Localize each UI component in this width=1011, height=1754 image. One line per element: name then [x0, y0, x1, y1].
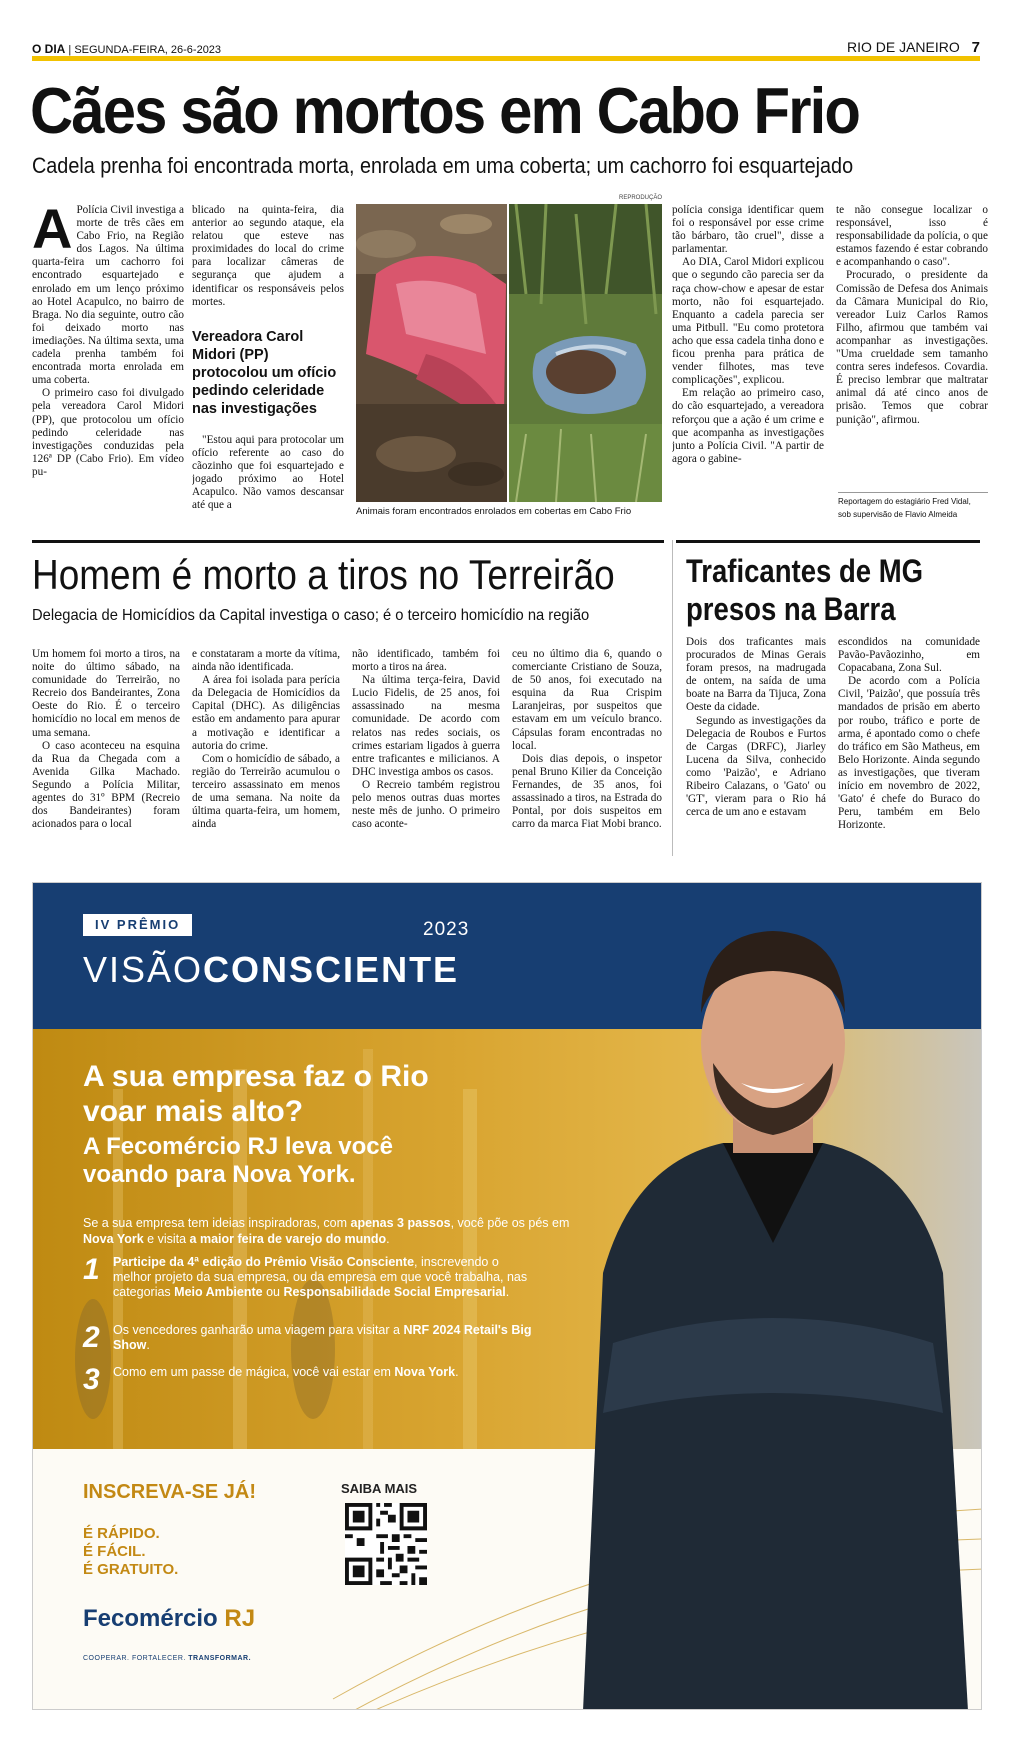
story3-headline: Traficantes de MG presos na Barra — [686, 553, 924, 627]
ad-step-2: 2 Os vencedores ganharão uma viagem para visitar a NRF 2024 Retail's Big Show. — [83, 1321, 532, 1354]
main-column-2-top: blicado na quinta-feira, dia anterior ao segundo ataque, ela relatou que esteve nas proximidades do local do crime para localizar câmeras de segurança que ajudem a identificar os responsáveis pelos mortes. — [192, 204, 344, 308]
story2-column-4: ceu no último dia 6, quando o comerciante Cristiano de Souza, de 50 anos, foi executado na esquina da Rua Crispim Laranjeiras, por suspeitos que estavam em um veículo branco. Cápsulas foram encontradas no local. Dois dias depois, o inspetor penal Bruno Kilier da Conceição Fernandes, de 35 anos, foi assassinado a tiros, na Estrada do Pontal, por dois suspeitos em carro da marca Fiat Mobi branco. — [512, 648, 662, 831]
ad-question: A sua empresa faz o Rio voar mais alto? — [83, 1060, 429, 1128]
main-column-3: polícia consiga identificar quem foi o responsável por esse crime tão bárbaro, tão cruel", disse a parlamentar. Ao DIA, Carol Midori explicou que o segundo cão parecia ser da raça chow-chow e apesar de estar morto, não foi esquartejado. Enquanto a cadela parecia ser uma Pitbull. "Eu como protetora acho que essa cadela tinha dono e ficou prenha para prática de vender filhotes, mas teve complicações", explicou. Em relação ao primeiro caso, do cão esquartejado, a vereadora reforçou que a ação é um crime e que acompanha as investigações junto a Polícia Civil. "A partir de agora o gabine- — [672, 204, 824, 465]
photo-credit: REPRODUÇÃO — [618, 195, 662, 201]
drop-cap: A — [32, 204, 73, 260]
ad-saiba-mais: SAIBA MAIS — [341, 1481, 418, 1496]
ad-offer: A Fecomércio RJ leva você voando para Nova York. — [83, 1133, 393, 1188]
fecomercio-logo: Fecomércio RJ — [83, 1605, 256, 1632]
main-column-4: te não consegue localizar o responsável, isso é responsabilidade da polícia, o que estamos fazendo é estar cobrando e acompanhando o caso". Procurado, o presidente da Comissão de Defesa dos Animais da Câmara Municipal do Rio, vereador Luiz Carlos Ramos Filho, afirmou que também vai acompanhar as investigações. "Uma crueldade sem tamanho contra seres indefesos. Covardia. É preciso lembrar que maltratar animal dá até cinco anos de prisão. Temos que cobrar punição", afirmou. — [836, 204, 988, 426]
page-header — [32, 34, 980, 56]
main-column-1: A Polícia Civil investiga a morte de três cães em Cabo Frio, na Região dos Lagos. Na última quarta-feira um cachorro foi encontrado esquartejado e enrolado em um lenço próximo ao Hotel Acapulco, no bairro de Braga. No dia seguinte, outro cão foi deixado morto nas imediações. Na última sexta, uma cadela prenha também foi encontrada morta enrolada em uma coberta. O primeiro caso foi divulgado pela vereadora Carol Midori (PP), que protocolou um ofício pedindo celeridade nas investigações conduzidas pela 126ª DP (Cabo Frio). Em vídeo pu- — [32, 204, 184, 478]
story2-column-3: não identificado, também foi morto a tiros na área. Na última terça-feira, David Lucio Fidelis, de 25 anos, foi assassinado na mesma comunidade. De acordo com relatos nas redes sociais, os crimes estariam ligados à guerra entre traficantes e milicianos. A DHC investiga ambos os casos. O Recreio também registrou pelo menos outras duas mortes neste mês de junho. O primeiro caso aconte- — [352, 648, 500, 831]
story2-column-2: e constataram a morte da vítima, ainda não identificada. A área foi isolada para perícia da Delegacia de Homicídios da Capital (DHC). As diligências estão em andamento para apurar a motivação e identificar a autoria do crime. Com o homicídio de sábado, a região do Terreirão acumulou o terceiro assassinato em menos de uma semana. Na noite da última quarta-feira, um homem, ainda — [192, 648, 340, 831]
story2-headline: Homem é morto a tiros no Terreirão — [32, 551, 615, 598]
story3-column-2: escondidos na comunidade Pavão-Pavãozinho, em Copacabana, Zona Sul. De acordo com a Polícia Civil, 'Paizão', que possuía três mandados de prisão em aberto por roubo, tráfico e porte de arma, é apontado como o chefe do tráfico em São Matheus, em Belo Horizonte. Ainda segundo as investigações, que tiveram início em novembro de 2022, 'Gato' é chefe do Buraco do Peru, também em Belo Horizonte. — [838, 636, 980, 832]
photo-caption: Animais foram encontrados enrolados em cobertas em Cabo Frio — [356, 506, 632, 517]
ad-person-illustration — [573, 913, 973, 1710]
ad-title: VISÃOCONSCIENTE — [83, 949, 460, 990]
story2-subhead: Delegacia de Homicídios da Capital investiga o caso; é o terceiro homicídio na região — [32, 607, 590, 624]
dead-dogs-photo — [356, 204, 662, 502]
story3-column-1: Dois dos traficantes mais procurados de Minas Gerais foram presos, na madrugada de ontem, na saída de uma boate na Barra da Tijuca, Zona Oeste da cidade. Segundo as investigações da Delegacia de Roubos e Furtos de Cargas (DRFC), Jiarley Lucena da Silva, conhecido como 'Paizão', e Adriano Ribeiro Calazans, o 'Gato' ou 'GT', vieram para o Rio há cerca de um ano e estavam — [686, 636, 826, 819]
header-right — [847, 39, 980, 56]
story2-column-1: Um homem foi morto a tiros, na noite do último sábado, na comunidade do Terreirão, no Recreio dos Bandeirantes, Zona Oeste do Rio. É o terceiro homicídio no local em menos de uma semana. O caso aconteceu na esquina da Rua da Chegada com a Avenida Gilka Machado. Segundo a Polícia Militar, agentes do 31º BPM (Recreio dos Bandeirantes) foram acionados para o local — [32, 648, 180, 831]
news-photo — [356, 204, 662, 502]
section-name: RIO DE JANEIRO — [846, 39, 960, 55]
page-number: 7 — [971, 39, 980, 56]
story3-rule — [676, 540, 980, 543]
main-column-2-bottom: "Estou aqui para protocolar um ofício referente ao caso do cãozinho que foi esquartejado e jogado próximo ao Hotel Acapulco. Não vamos descansar até que a — [192, 434, 344, 512]
ad-cta[interactable]: INSCREVA-SE JÁ! — [83, 1481, 256, 1503]
ad-step-1: 1 Participe da 4ª edição do Prêmio Visão Consciente, inscrevendo o melhor projeto da sua empresa, ou da empresa em que você trabalha, nas categorias Meio Ambiente ou Responsabilidade Social Empresarial. — [83, 1253, 528, 1299]
paper-name: O DIA — [32, 42, 66, 56]
story2-rule — [32, 540, 664, 543]
pull-quote: Vereadora Carol Midori (PP) protocolou um ofício pedindo celeridade nas investigações — [192, 329, 337, 417]
ad-badge: IV PRÊMIO — [83, 914, 192, 936]
ad-benefits: É RÁPIDO. É FÁCIL. É GRATUITO. — [83, 1525, 179, 1578]
ad-intro: Se a sua empresa tem ideias inspiradoras, com apenas 3 passos, você põe os pés em Nova York e visita a maior feira de varejo do mundo. — [83, 1216, 570, 1246]
main-subhead: Cadela prenha foi encontrada morta, enrolada em uma coberta; um cachorro foi esquartejado — [32, 153, 854, 178]
header-rule — [32, 56, 980, 61]
main-headline: Cães são mortos em Cabo Frio — [30, 74, 860, 147]
issue-date: SEGUNDA-FEIRA, 26-6-2023 — [74, 44, 222, 56]
column-divider — [672, 540, 673, 856]
ad-slogan: COOPERAR. FORTALECER. TRANSFORMAR. — [83, 1655, 252, 1662]
ad-year: 2023 — [423, 919, 470, 940]
advertisement[interactable] — [32, 882, 982, 1710]
ad-step-3: 3 Como em um passe de mágica, você vai estar em Nova York. — [83, 1363, 459, 1396]
header-left: O DIA | SEGUNDA-FEIRA, 26-6-2023 — [32, 42, 222, 56]
qr-code-icon[interactable] — [345, 1503, 427, 1585]
reporter-credit: Reportagem do estagiário Fred Vidal, sob supervisão de Flavio Almeida — [838, 492, 988, 521]
